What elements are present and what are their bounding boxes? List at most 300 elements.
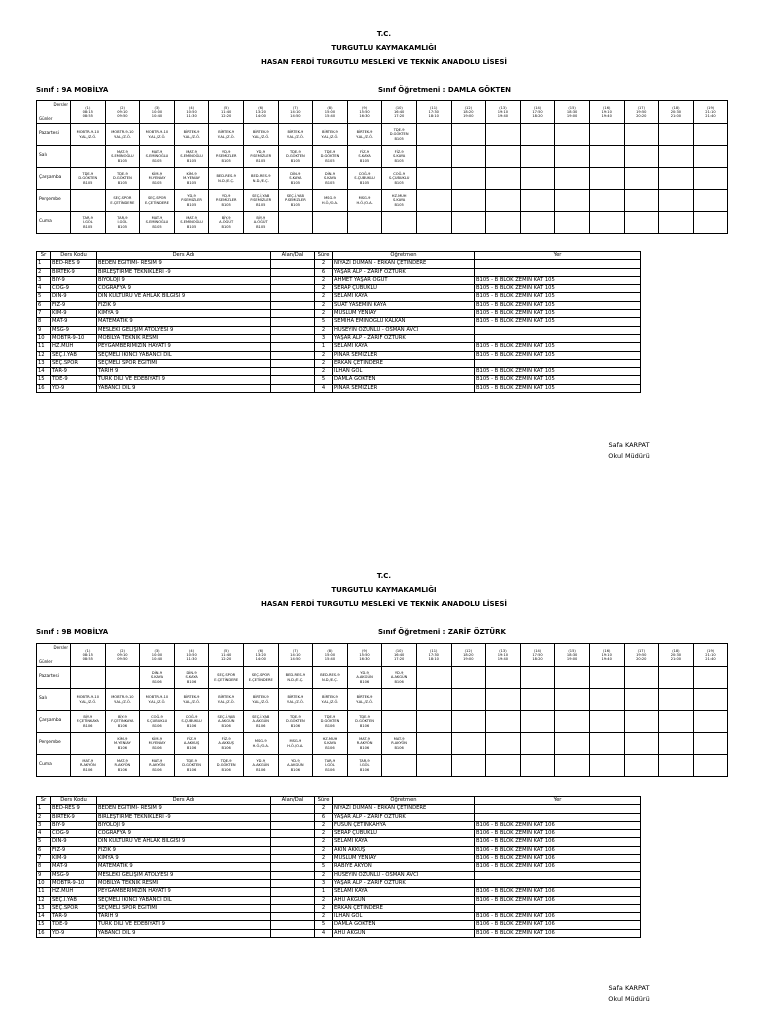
course-cell: YABANCI DİL 9 xyxy=(97,929,271,937)
lesson-cell xyxy=(209,146,244,168)
period-e: 14:00 xyxy=(255,657,266,662)
period-header-row xyxy=(37,644,728,667)
lesson-line: COĞ-9 xyxy=(151,715,163,720)
lesson-line: Y.AL,/Z.Ö. xyxy=(286,134,304,139)
period-e: 18:20 xyxy=(532,657,543,662)
lesson-line: A.AKGÜN xyxy=(217,719,235,724)
lesson-line: F.ÇETİNKAYA xyxy=(111,719,134,724)
lesson-cell xyxy=(624,733,659,755)
lesson-cell xyxy=(105,755,140,777)
lesson-line: E.ÇETİNDERE xyxy=(248,677,273,682)
lesson-cell xyxy=(71,190,106,212)
lesson-cell xyxy=(209,124,244,146)
day-row xyxy=(37,689,728,711)
header-line3: HASAN FERDİ TURGUTLU MESLEKİ VE TEKNİK ANADOLU LİSESİ xyxy=(261,58,507,66)
lesson-line: S.KAYA xyxy=(393,154,406,159)
lesson-line: MAT-9 xyxy=(151,150,163,155)
column-header: Süre xyxy=(315,252,333,260)
lesson-line: YD-9 xyxy=(394,671,404,676)
lesson-cell xyxy=(243,168,278,190)
period-header xyxy=(174,644,209,667)
course-cell: 3 xyxy=(37,821,51,829)
course-cell xyxy=(271,376,315,384)
lesson-line: MAT-9 xyxy=(393,737,405,742)
lesson-cell xyxy=(451,689,486,711)
lesson-cell xyxy=(416,168,451,190)
course-cell: 9 xyxy=(37,326,51,334)
period-n: (7) xyxy=(292,648,298,653)
course-cell: SERAP ÇUBUKLU xyxy=(333,285,475,293)
lesson-cell xyxy=(624,124,659,146)
course-cell: MOBTR-9-10 xyxy=(51,879,97,887)
lesson-cell xyxy=(416,146,451,168)
course-cell: BİY-9 xyxy=(51,276,97,284)
day-label: Perşembe xyxy=(37,733,71,755)
lesson-cell xyxy=(243,733,278,755)
course-cell: TÜRK DİLİ VE EDEBİYATI 9 xyxy=(97,921,271,929)
lesson-line: H.Ö./O.A. xyxy=(321,200,339,205)
lesson-cell xyxy=(624,689,659,711)
course-cell: 5 xyxy=(315,376,333,384)
period-s: 18:30 xyxy=(566,109,578,114)
lesson-line: DİN-9 xyxy=(324,172,335,177)
lesson-line: S.EMİNOĞLU xyxy=(180,220,203,225)
period-s: 10:00 xyxy=(151,109,163,114)
lesson-cell xyxy=(140,146,175,168)
course-cell: 5 xyxy=(37,293,51,301)
course-cell: HZ.MUH xyxy=(51,888,97,896)
lesson-cell xyxy=(589,212,624,234)
lesson-line: P.SEMİZLER xyxy=(285,198,306,203)
course-cell: B106 - B BLOK ZEMİN KAT 106 xyxy=(475,921,641,929)
course-cell: MESLEKİ GELİŞİM ATÖLYESİ 9 xyxy=(97,871,271,879)
course-cell: B105 - B BLOK ZEMİN KAT 105 xyxy=(475,310,641,318)
column-header: Yer xyxy=(475,252,641,260)
lesson-cell xyxy=(313,212,348,234)
course-cell: SEÇ.SPOR xyxy=(51,359,97,367)
period-header xyxy=(278,101,313,124)
course-cell: MATEMATİK 9 xyxy=(97,863,271,871)
course-row xyxy=(37,830,641,838)
lesson-line: B106 xyxy=(221,767,231,772)
lesson-cell xyxy=(347,667,382,689)
period-header xyxy=(140,101,175,124)
course-cell: YAŞAR ALP - ZARİF ÖZTÜRK xyxy=(333,334,475,342)
course-cell: SEMİHA EMİNOĞLU KALKAN xyxy=(333,318,475,326)
course-cell: SELAMİ KAYA xyxy=(333,293,475,301)
period-e: 17:20 xyxy=(393,657,405,662)
lesson-cell xyxy=(520,124,555,146)
lesson-line: MOBTR-9-10 xyxy=(145,695,169,700)
course-cell: 13 xyxy=(37,904,51,912)
lesson-cell xyxy=(555,711,590,733)
lesson-line: B105 xyxy=(117,158,128,163)
lesson-line: B105 xyxy=(290,202,301,207)
lesson-line: B106 xyxy=(394,679,404,684)
lesson-line: R.AKYÖN xyxy=(114,763,131,768)
period-s: 08:15 xyxy=(82,109,93,114)
course-cell: TDE-9 xyxy=(51,921,97,929)
lesson-line: S.ÇUBUKLU xyxy=(181,719,202,724)
lesson-line: SEÇ.SPOR xyxy=(251,673,270,678)
lesson-cell xyxy=(382,711,417,733)
lesson-cell xyxy=(416,190,451,212)
course-cell: B106 - B BLOK ZEMİN KAT 106 xyxy=(475,821,641,829)
course-cell xyxy=(271,813,315,821)
lesson-cell xyxy=(589,733,624,755)
period-s: 15:00 xyxy=(324,652,336,657)
course-row xyxy=(37,821,641,829)
period-n: (10) xyxy=(395,105,403,110)
lesson-line: B106 xyxy=(325,767,335,772)
course-row xyxy=(37,351,641,359)
period-s: 11:40 xyxy=(220,652,232,657)
lesson-line: Y.AL,/Z.Ö. xyxy=(183,699,200,704)
course-cell xyxy=(271,276,315,284)
lesson-cell xyxy=(174,212,209,234)
lesson-cell xyxy=(347,124,382,146)
course-cell: FÜSUN ÇETİNKAHYA xyxy=(333,821,475,829)
corner-bottom-label: Günler xyxy=(39,658,53,664)
period-s: 20:30 xyxy=(670,652,682,657)
header-line2: TURGUTLU KAYMAKAMLIĞI xyxy=(331,586,437,594)
lesson-cell xyxy=(382,146,417,168)
course-cell: SERAP ÇUBUKLU xyxy=(333,830,475,838)
period-header xyxy=(416,644,451,667)
lesson-cell xyxy=(451,733,486,755)
lesson-cell xyxy=(347,755,382,777)
lesson-line: Y.AL,/Z.Ö. xyxy=(113,699,131,704)
lesson-line: N.D./E.Ç. xyxy=(321,677,338,682)
lesson-line: B105 xyxy=(221,202,231,207)
course-cell: B105 - B BLOK ZEMİN KAT 105 xyxy=(475,376,641,384)
day-row xyxy=(37,190,728,212)
course-cell: SELAMİ KAYA xyxy=(333,888,475,896)
lesson-line: D.GÖKTEN xyxy=(285,154,305,159)
period-header xyxy=(209,101,244,124)
course-cell: 2 xyxy=(315,301,333,309)
period-e: 19:40 xyxy=(601,657,612,662)
lesson-cell xyxy=(451,711,486,733)
day-label: Pazartesi xyxy=(37,124,71,146)
period-s: 19:10 xyxy=(601,652,612,657)
lesson-line: MOBTR-9-10 xyxy=(76,695,99,700)
lesson-line: YD-9 xyxy=(291,759,300,764)
course-cell xyxy=(475,879,641,887)
lesson-line: MOBTR-9-10 xyxy=(76,130,99,135)
lesson-line: BİY-9 xyxy=(83,715,93,720)
lesson-cell xyxy=(313,168,348,190)
lesson-cell xyxy=(174,711,209,733)
course-cell: SEÇ.İ.YAB xyxy=(51,351,97,359)
lesson-line: B106 xyxy=(186,767,197,772)
period-n: (8) xyxy=(327,648,333,653)
lesson-line: B105 xyxy=(152,224,162,229)
course-row xyxy=(37,268,641,276)
course-cell xyxy=(271,310,315,318)
lesson-line: M.YENİAY xyxy=(113,741,131,746)
lesson-line: YD-9 xyxy=(360,671,369,676)
course-cell: DAMLA GÖKTEN xyxy=(333,921,475,929)
lesson-line: FİZ-9 xyxy=(394,150,404,155)
period-e: 19:40 xyxy=(601,114,612,119)
lesson-line: BİRTEK-9 xyxy=(356,130,373,135)
course-row xyxy=(37,929,641,937)
course-row xyxy=(37,285,641,293)
course-cell: 16 xyxy=(37,384,51,392)
lesson-line: D.GÖKTEN xyxy=(78,176,98,181)
lesson-line: BİRTEK-9 xyxy=(252,130,269,135)
course-row xyxy=(37,359,641,367)
lesson-cell xyxy=(416,755,451,777)
lesson-line: TDE-9 xyxy=(359,715,370,720)
lesson-cell xyxy=(105,168,140,190)
period-s: 21:10 xyxy=(705,652,716,657)
lesson-line: B105 xyxy=(256,224,266,229)
lesson-line: H.Ö./O.A. xyxy=(287,743,304,748)
period-n: (19) xyxy=(706,648,715,653)
lesson-cell xyxy=(693,667,728,689)
lesson-line: Y.AL,/Z.Ö. xyxy=(217,699,235,704)
lesson-line: BİRTEK-9 xyxy=(218,695,235,700)
day-row xyxy=(37,124,728,146)
lesson-cell xyxy=(520,667,555,689)
course-row xyxy=(37,913,641,921)
course-cell: 2 xyxy=(315,838,333,846)
lesson-cell xyxy=(278,711,313,733)
course-cell: COĞ-9 xyxy=(51,830,97,838)
course-cell xyxy=(271,384,315,392)
lesson-line: B106 xyxy=(221,745,231,750)
course-cell: 8 xyxy=(37,863,51,871)
lesson-line: DİN-9 xyxy=(186,671,197,676)
course-cell: 1 xyxy=(315,888,333,896)
period-e: 16:30 xyxy=(359,657,370,662)
period-n: (2) xyxy=(119,648,125,653)
lesson-cell xyxy=(71,755,106,777)
course-row xyxy=(37,334,641,342)
day-label: Salı xyxy=(37,689,71,711)
period-e: 18:20 xyxy=(532,114,543,119)
lesson-line: H.Ö./O.A. xyxy=(356,200,373,205)
lesson-cell xyxy=(520,689,555,711)
lesson-cell xyxy=(486,190,521,212)
course-cell: MOBİLYA TEKNİK RESMİ xyxy=(97,334,271,342)
course-cell: SELAMİ KAYA xyxy=(333,838,475,846)
course-cell: SEÇMELİ İKİNCİ YABANCI DİL xyxy=(97,351,271,359)
lesson-line: Y.AL,/Z.Ö. xyxy=(321,134,339,139)
corner-top-label: Dersler xyxy=(53,102,68,107)
lesson-line: E.ÇETİNDERE xyxy=(110,200,135,205)
lesson-cell xyxy=(140,755,175,777)
period-n: (16) xyxy=(603,105,611,110)
course-cell: 12 xyxy=(37,351,51,359)
period-s: 13:20 xyxy=(255,652,266,657)
course-cell: B105 - B BLOK ZEMİN KAT 105 xyxy=(475,343,641,351)
lesson-line: P.SEMİZLER xyxy=(215,154,237,159)
lesson-line: MSG-9 xyxy=(289,739,302,744)
period-n: (8) xyxy=(327,105,333,110)
period-header xyxy=(209,644,244,667)
period-e: 11:30 xyxy=(186,114,197,119)
course-cell xyxy=(271,301,315,309)
lesson-line: A.ÖĞÜT xyxy=(219,220,234,225)
course-cell: MAT-9 xyxy=(51,863,97,871)
lesson-line: FİZ-9 xyxy=(187,737,197,742)
course-cell xyxy=(475,326,641,334)
course-cell: COĞRAFYA 9 xyxy=(97,830,271,838)
course-cell xyxy=(271,343,315,351)
period-header xyxy=(589,101,624,124)
lesson-line: MSG-9 xyxy=(324,196,336,201)
course-cell xyxy=(271,855,315,863)
lesson-cell xyxy=(174,146,209,168)
course-row xyxy=(37,904,641,912)
lesson-line: DİN-9 xyxy=(290,172,301,177)
course-cell: YD-9 xyxy=(51,929,97,937)
period-e: 19:00 xyxy=(463,657,474,662)
lesson-cell xyxy=(693,755,728,777)
lesson-line: S.KAYA xyxy=(289,176,302,181)
lesson-line: MAT-9 xyxy=(82,759,94,764)
course-cell: 2 xyxy=(315,310,333,318)
column-header: Alan/Dal xyxy=(271,797,315,805)
lesson-cell xyxy=(416,711,451,733)
lesson-cell xyxy=(313,689,348,711)
lesson-line: SEÇ.İ.YAB xyxy=(252,715,270,720)
lesson-cell xyxy=(486,711,521,733)
lesson-line: B105 xyxy=(186,202,197,207)
lesson-line: Y.AL,/Z.Ö. xyxy=(217,134,235,139)
course-cell: SUAT YASEMİN KAYA xyxy=(333,301,475,309)
course-cell: DİN KÜLTÜRÜ VE AHLAK BİLGİSİ 9 xyxy=(97,293,271,301)
period-n: (14) xyxy=(533,648,542,653)
lesson-cell xyxy=(209,212,244,234)
lesson-cell xyxy=(313,711,348,733)
course-cell: 5 xyxy=(315,318,333,326)
course-cell: 2 xyxy=(315,904,333,912)
period-s: 18:20 xyxy=(463,652,474,657)
lesson-line: B106 xyxy=(256,767,266,772)
lesson-line: B105 xyxy=(152,158,162,163)
course-cell: BEDEN EĞİTİMİ- RESİM 9 xyxy=(97,260,271,268)
lesson-cell xyxy=(313,190,348,212)
period-n: (9) xyxy=(362,105,368,110)
lesson-cell xyxy=(174,124,209,146)
course-cell: 7 xyxy=(37,310,51,318)
column-header: Sr xyxy=(37,797,51,805)
course-list xyxy=(36,251,641,393)
course-cell xyxy=(271,921,315,929)
lesson-line: TAR-9 xyxy=(117,216,128,221)
course-cell: 14 xyxy=(37,368,51,376)
period-s: 15:50 xyxy=(359,652,370,657)
column-header: Ders Adı xyxy=(97,797,271,805)
lesson-cell xyxy=(451,168,486,190)
course-cell: MÜSLÜM YENİAY xyxy=(333,310,475,318)
period-e: 15:40 xyxy=(324,114,336,119)
lesson-cell xyxy=(278,689,313,711)
lesson-cell xyxy=(243,689,278,711)
lesson-line: D.GÖKTEN xyxy=(285,719,305,724)
course-cell: 15 xyxy=(37,921,51,929)
lesson-line: A.AKGÜN xyxy=(252,763,269,768)
lesson-cell xyxy=(589,124,624,146)
lesson-cell xyxy=(520,711,555,733)
lesson-cell xyxy=(520,190,555,212)
period-e: 10:40 xyxy=(151,114,163,119)
course-cell: PEYGAMBERİMİZİN HAYATI 9 xyxy=(97,888,271,896)
header-line1: T.C. xyxy=(376,30,392,38)
lesson-cell xyxy=(486,689,521,711)
lesson-cell xyxy=(555,124,590,146)
lesson-cell xyxy=(140,212,175,234)
period-header xyxy=(416,101,451,124)
course-cell: B106 - B BLOK ZEMİN KAT 106 xyxy=(475,929,641,937)
course-cell: 1 xyxy=(37,805,51,813)
timetable xyxy=(36,100,728,234)
course-cell xyxy=(271,896,315,904)
column-header: Öğretmen xyxy=(333,797,475,805)
lesson-cell xyxy=(71,212,106,234)
lesson-cell xyxy=(347,711,382,733)
lesson-cell xyxy=(382,168,417,190)
period-s: 19:10 xyxy=(497,109,509,114)
course-row xyxy=(37,855,641,863)
lesson-cell xyxy=(347,146,382,168)
course-row xyxy=(37,343,641,351)
lesson-line: F.ÇETİNKAYA xyxy=(76,719,99,724)
lesson-cell xyxy=(693,190,728,212)
lesson-line: HZ.MUH xyxy=(391,194,407,199)
column-header: Sr xyxy=(37,252,51,260)
lesson-line: SEÇ.SPOR xyxy=(113,196,132,201)
course-cell: BEDEN EĞİTİMİ- RESİM 9 xyxy=(97,805,271,813)
lesson-line: R.AKYÖN xyxy=(356,741,373,746)
period-s: 19:50 xyxy=(636,652,647,657)
course-cell: 3 xyxy=(37,276,51,284)
course-cell: BİYOLOJİ 9 xyxy=(97,276,271,284)
class-teacher: Sınıf Öğretmeni : ZARİF ÖZTÜRK xyxy=(378,628,506,636)
lesson-line: SEÇ.SPOR xyxy=(217,673,236,678)
course-cell xyxy=(475,334,641,342)
course-cell xyxy=(271,863,315,871)
lesson-cell xyxy=(416,689,451,711)
period-n: (12) xyxy=(464,648,473,653)
lesson-cell xyxy=(347,190,382,212)
period-e: 18:10 xyxy=(428,114,439,119)
lesson-cell xyxy=(278,212,313,234)
course-cell: SEÇMELİ SPOR EĞİTİMİ xyxy=(97,904,271,912)
lesson-line: COĞ-9 xyxy=(358,172,371,177)
course-cell: 2 xyxy=(315,830,333,838)
lesson-line: MAT-9 xyxy=(117,150,128,155)
lesson-cell xyxy=(278,733,313,755)
period-n: (9) xyxy=(362,648,368,653)
period-n: (14) xyxy=(533,105,542,110)
course-cell: 2 xyxy=(315,285,333,293)
period-n: (17) xyxy=(637,105,645,110)
signature xyxy=(594,983,664,1005)
lesson-line: B105 xyxy=(359,180,370,185)
lesson-cell xyxy=(589,146,624,168)
course-cell: 6 xyxy=(315,268,333,276)
course-row xyxy=(37,888,641,896)
period-n: (18) xyxy=(672,105,680,110)
lesson-line: S.KAYA xyxy=(150,675,164,680)
course-cell: KİMYA 9 xyxy=(97,855,271,863)
lesson-cell xyxy=(382,689,417,711)
